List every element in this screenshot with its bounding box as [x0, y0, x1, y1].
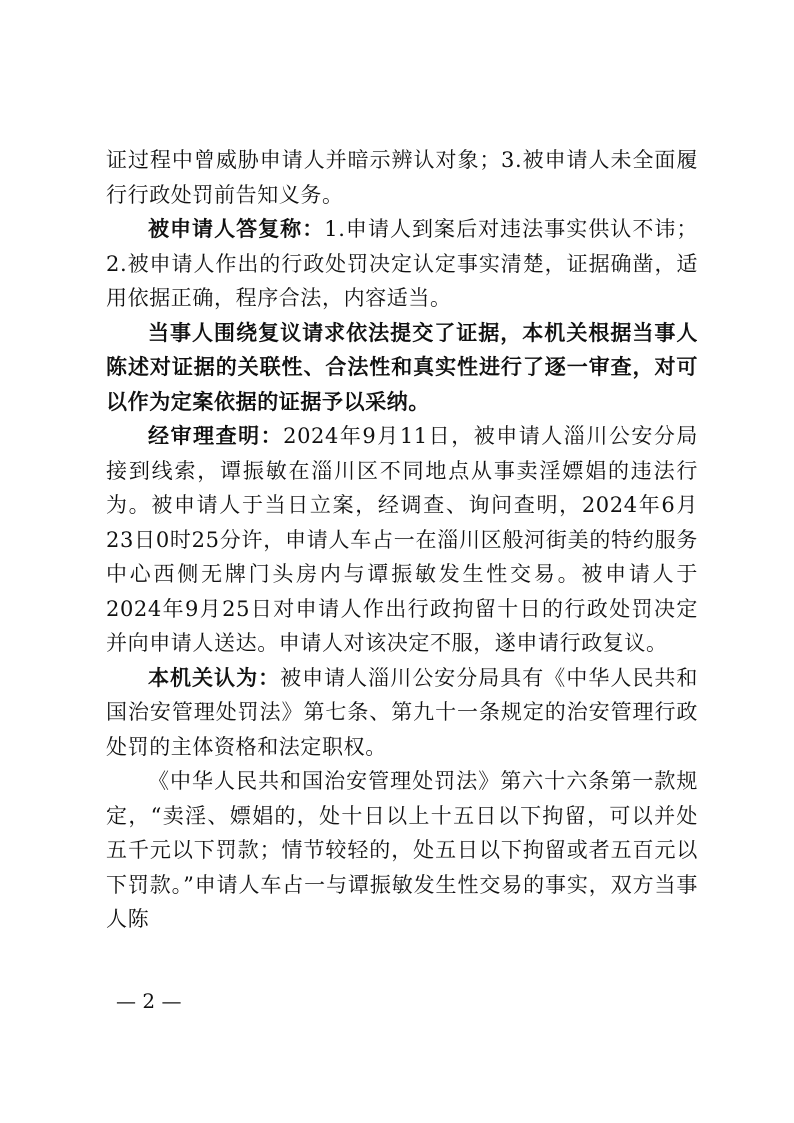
- paragraph-text: 证过程中曾威胁申请人并暗示辨认对象；3.被申请人未全面履行行政处罚前告知义务。: [106, 148, 698, 207]
- paragraph-text: 2024年9月11日，被申请人淄川公安分局接到线索，谭振敏在淄川区不同地点从事卖淫嫖娼的违法行为。被申请人于当日立案，经调查、询问查明，2024年6月23日0时25分许，申请人车占一在淄川区般河街美的特约服务中心西侧无牌门头房内与谭振敏发生性交易。被申请人于2024年9月25日对申请人作出行政拘留十日的行政处罚决定并向申请人送达。申请人对该决定不服，遂申请行政复议。: [106, 424, 699, 655]
- paragraph-opinion: [106, 661, 698, 765]
- paragraph-findings: [106, 419, 698, 661]
- paragraph-evidence: [106, 316, 698, 420]
- paragraph-legal-provision: [106, 764, 698, 937]
- paragraph-text: 1.申请人到案后对违法事实供认不讳；2.被申请人作出的行政处罚决定认定事实清楚，证据确凿，适用依据正确，程序合法，内容适当。: [106, 217, 698, 310]
- paragraph-respondent-reply: [106, 212, 698, 316]
- paragraph-lead: 经审理查明：: [148, 424, 284, 448]
- page-number-text: — 2 —: [116, 989, 182, 1013]
- paragraph-text: 当事人围绕复议请求依法提交了证据，本机关根据当事人陈述对证据的关联性、合法性和真实性进行了逐一审查，对可以作为定案依据的证据予以采纳。: [106, 320, 698, 414]
- paragraph-text: 《中华人民共和国治安管理处罚法》第六十六条第一款规定，“卖淫、嫖娼的，处十日以上十五日以下拘留，可以并处五千元以下罚款；情节较轻的，处五日以下拘留或者五百元以下罚款。”申请人车占一与谭振敏发生性交易的事实，双方当事人陈: [106, 769, 698, 931]
- paragraph-text: 被申请人淄川公安分局具有《中华人民共和国治安管理处罚法》第七条、第九十一条规定的治安管理行政处罚的主体资格和法定职权。: [106, 665, 698, 759]
- paragraph-lead: 被申请人答复称：: [148, 217, 325, 241]
- document-body: [106, 143, 698, 937]
- paragraph-continuation: [106, 143, 698, 212]
- paragraph-lead: 本机关认为：: [148, 665, 281, 690]
